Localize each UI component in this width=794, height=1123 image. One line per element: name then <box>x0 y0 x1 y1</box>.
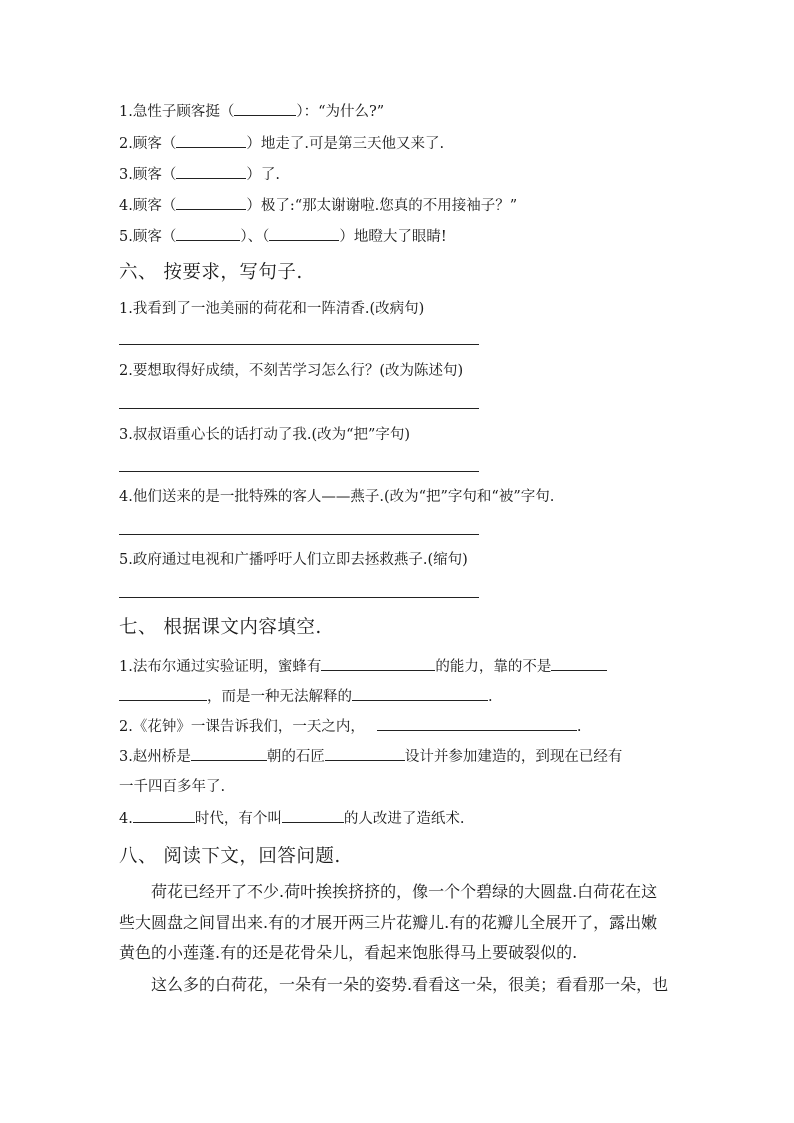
s5-item-1-post: ）：“为什么?” <box>296 104 385 120</box>
s7-item-4-b: 时代，有个叫 <box>194 811 282 827</box>
answer-blank[interactable] <box>133 808 195 823</box>
answer-blank[interactable] <box>119 686 207 701</box>
s5-item-5-pre: 5.顾客（ <box>119 229 177 245</box>
s7-item-3-line-2: 一千四百多年了. <box>119 779 226 795</box>
reading-paragraph-line: 些大圆盘之间冒出来.有的才展开两三片花瓣儿.有的花瓣儿全展开了，露出嫩 <box>119 913 658 932</box>
s6-item-4: 4.他们送来的是一批特殊的客人——燕子.(改为“把”字句和“被”字句. <box>119 489 555 505</box>
reading-paragraph-line: 荷花已经开了不少.荷叶挨挨挤挤的，像一个个碧绿的大圆盘.白荷花在这 <box>151 882 658 901</box>
s5-item-2 <box>119 133 444 154</box>
s5-item-4 <box>119 195 517 216</box>
answer-blank[interactable] <box>321 656 435 671</box>
answer-blank[interactable] <box>325 746 405 761</box>
s7-item-1-line-2 <box>119 686 493 707</box>
answer-blank[interactable] <box>176 133 246 148</box>
s5-item-5-post: ）地瞪大了眼睛! <box>339 229 447 245</box>
s5-item-2-post: ）地走了.可是第三天他又来了. <box>246 136 445 152</box>
s5-item-3-post: ）了. <box>246 167 280 183</box>
answer-blank[interactable] <box>191 746 267 761</box>
s5-item-4-pre: 4.顾客（ <box>119 198 177 214</box>
s7-item-1-a: 1.法布尔通过实验证明，蜜蜂有 <box>119 659 322 675</box>
s7-item-3-b: 朝的石匠 <box>266 749 325 765</box>
s5-item-3-pre: 3.顾客（ <box>119 167 177 183</box>
answer-line[interactable] <box>119 408 479 409</box>
s5-item-4-post: ）极了:“那太谢谢啦.您真的不用接袖子？” <box>246 198 518 214</box>
answer-blank[interactable] <box>352 686 488 701</box>
s5-item-5-mid: ）、（ <box>240 229 270 245</box>
s6-item-5: 5.政府通过电视和广播呼吁人们立即去拯救燕子.(缩句) <box>119 552 468 568</box>
answer-blank[interactable] <box>551 656 607 671</box>
s7-item-2-b: . <box>576 719 582 735</box>
s5-item-1-pre: 1.急性子顾客挺（ <box>119 104 235 120</box>
answer-blank[interactable] <box>377 716 577 731</box>
answer-blank[interactable] <box>176 195 246 210</box>
answer-blank[interactable] <box>176 164 246 179</box>
s5-item-1 <box>119 101 384 122</box>
section-7-heading: 七、 根据课文内容填空. <box>119 617 322 638</box>
answer-blank[interactable] <box>234 101 296 116</box>
answer-line[interactable] <box>119 597 479 598</box>
answer-line[interactable] <box>119 344 479 345</box>
s5-item-2-pre: 2.顾客（ <box>119 136 177 152</box>
s7-item-3-line-1 <box>119 746 622 767</box>
s7-item-4-a: 4. <box>119 811 133 827</box>
section-6-heading: 六、 按要求，写句子. <box>119 262 303 283</box>
answer-blank[interactable] <box>269 226 339 241</box>
reading-paragraph-line: 黄色的小莲蓬.有的还是花骨朵儿，看起来饱胀得马上要破裂似的. <box>119 943 578 962</box>
s7-item-4-c: 的人改进了造纸术. <box>343 811 465 827</box>
s7-item-1-c: ，而是一种无法解释的 <box>207 689 352 705</box>
s7-item-2-a: 2.《花钟》一课告诉我们，一天之内， <box>119 719 365 735</box>
s5-item-3 <box>119 164 280 185</box>
section-8-heading: 八、 阅读下文，回答问题. <box>119 846 341 867</box>
answer-blank[interactable] <box>176 226 240 241</box>
s7-item-1-b: 的能力，靠的不是 <box>435 659 552 675</box>
s7-item-1-d: . <box>488 689 493 705</box>
answer-blank[interactable] <box>282 808 344 823</box>
reading-paragraph-line: 这么多的白荷花，一朵有一朵的姿势.看看这一朵，很美；看看那一朵，也 <box>151 975 669 994</box>
answer-line[interactable] <box>119 471 479 472</box>
s7-item-3-a: 3.赵州桥是 <box>119 749 191 765</box>
s6-item-3: 3.叔叔语重心长的话打动了我.(改为“把”字句) <box>119 427 411 443</box>
s7-item-1-line-1 <box>119 656 607 677</box>
answer-line[interactable] <box>119 534 479 535</box>
s6-item-1: 1.我看到了一池美丽的荷花和一阵清香.(改病句) <box>119 301 425 317</box>
s5-item-5 <box>119 226 447 247</box>
s7-item-2 <box>119 716 581 737</box>
s6-item-2: 2.要想取得好成绩，不刻苦学习怎么行？(改为陈述句) <box>119 363 464 379</box>
s7-item-4 <box>119 808 464 829</box>
s7-item-3-c: 设计并参加建造的，到现在已经有 <box>404 749 623 765</box>
